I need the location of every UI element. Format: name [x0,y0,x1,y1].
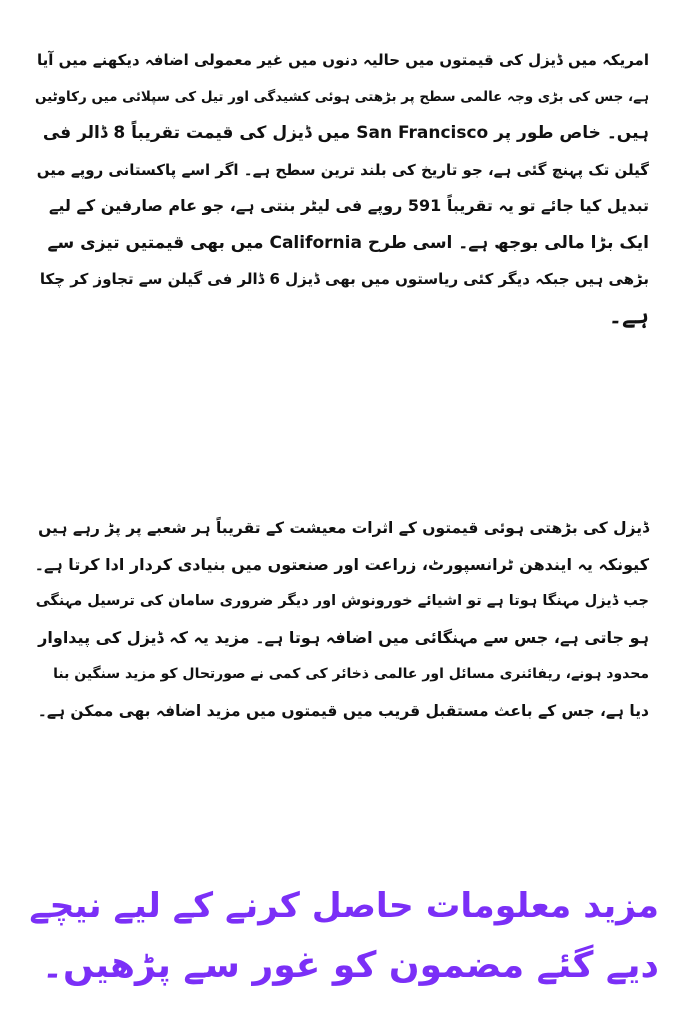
article-paragraph-1 [34,42,649,334]
paragraph-line: دیا ہے، جس کے باعث مستقبل قریب میں قیمتوں میں مزید اضافہ بھی ممکن ہے۔ [37,701,649,720]
callout-line: مزید معلومات حاصل کرنے کے لیے نیچے [29,886,659,926]
paragraph-line: جب ڈیزل مہنگا ہوتا ہے تو اشیائے خورونوش اور دیگر ضروری سامان کی ترسیل مہنگی [35,593,649,609]
paragraph-line: ایک بڑا مالی بوجھ ہے۔ اسی طرح California میں بھی قیمتیں تیزی سے [47,232,649,253]
article-paragraph-2 [34,510,649,729]
paragraph-line: محدود ہونے، ریفائنری مسائل اور عالمی ذخائر کی کمی نے صورتحال کو مزید سنگین بنا [53,666,649,682]
paragraph-line: ہے، جس کی بڑی وجہ عالمی سطح پر بڑھتی ہوئی کشیدگی اور تیل کی سپلائی میں رکاوٹیں [34,88,649,105]
paragraph-line: کیونکہ یہ ایندھن ٹرانسپورٹ، زراعت اور صنعتوں میں بنیادی کردار ادا کرتا ہے۔ [34,554,649,574]
paragraph-line: بڑھی ہیں جبکہ دیگر کئی ریاستوں میں بھی ڈیزل 6 ڈالر فی گیلن سے تجاوز کر چکا [39,270,649,288]
paragraph-line: تبدیل کیا جائے تو یہ تقریباً 591 روپے فی لیٹر بنتی ہے، جو عام صارفین کے لیے [48,196,649,215]
paragraph-line: ہیں۔ خاص طور پر San Francisco میں ڈیزل کی قیمت تقریباً 8 ڈالر فی [42,123,649,143]
paragraph-line: ڈیزل کی بڑھتی ہوئی قیمتوں کے اثرات معیشت کے تقریباً ہر شعبے پر پڑ رہے ہیں [38,519,649,537]
paragraph-line: امریکہ میں ڈیزل کی قیمتوں میں حالیہ دنوں میں غیر معمولی اضافہ دیکھنے میں آیا [37,51,649,69]
read-more-callout [24,876,659,996]
paragraph-line: ہو جاتی ہے، جس سے مہنگائی میں اضافہ ہوتا ہے۔ مزید یہ کہ ڈیزل کی پیداوار [38,627,649,647]
callout-line: دیے گئے مضمون کو غور سے پڑھیں۔ [41,945,659,986]
paragraph-line: ہے۔ [608,302,649,329]
paragraph-line: گیلن تک پہنچ گئی ہے، جو تاریخ کی بلند ترین سطح ہے۔ اگر اسے پاکستانی روپے میں [36,160,649,179]
